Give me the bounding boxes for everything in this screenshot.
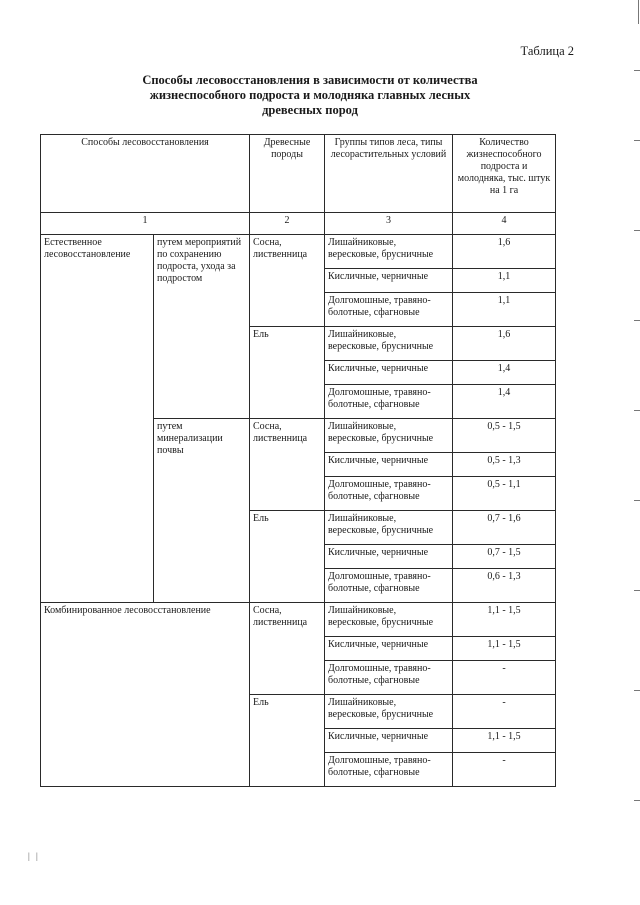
quantity-value: 1,6 bbox=[453, 235, 556, 269]
document-title bbox=[100, 73, 520, 118]
quantity-value: 1,4 bbox=[453, 361, 556, 385]
method-natural-care: путем мероприятий по сохранению подроста, ухода за подростом bbox=[154, 235, 250, 419]
species-pine-larch: Сосна, лиственница bbox=[250, 419, 325, 511]
table-number-label: Таблица 2 bbox=[520, 44, 574, 58]
scan-footer-mark: | | bbox=[28, 851, 40, 861]
forest-group: Лишайниковые, вересковые, брусничные bbox=[325, 327, 453, 361]
column-number: 2 bbox=[250, 213, 325, 235]
quantity-value: 0,7 - 1,5 bbox=[453, 545, 556, 569]
table-row bbox=[41, 603, 556, 637]
forest-group: Кисличные, черничные bbox=[325, 729, 453, 753]
forest-group: Лишайниковые, вересковые, брусничные bbox=[325, 235, 453, 269]
quantity-value: 0,5 - 1,3 bbox=[453, 453, 556, 477]
method-natural-soil: путем минерализации почвы bbox=[154, 419, 250, 603]
header-species: Древесные породы bbox=[250, 135, 325, 213]
forest-group: Долгомошные, травяно-болотные, сфагновые bbox=[325, 661, 453, 695]
quantity-value: 1,6 bbox=[453, 327, 556, 361]
scan-edge-mark bbox=[634, 140, 640, 141]
forest-group: Кисличные, черничные bbox=[325, 453, 453, 477]
header-groups: Группы типов леса, типы лесорастительных условий bbox=[325, 135, 453, 213]
header-methods: Способы лесовосстановления bbox=[41, 135, 250, 213]
forest-group: Долгомошные, травяно-болотные, сфагновые bbox=[325, 753, 453, 787]
forest-group: Долгомошные, травяно-болотные, сфагновые bbox=[325, 477, 453, 511]
quantity-value: 0,6 - 1,3 bbox=[453, 569, 556, 603]
forest-group: Кисличные, черничные bbox=[325, 545, 453, 569]
quantity-value: - bbox=[453, 695, 556, 729]
scan-edge-mark bbox=[634, 500, 640, 501]
species-spruce: Ель bbox=[250, 695, 325, 787]
title-line: древесных пород bbox=[262, 103, 358, 117]
quantity-value: - bbox=[453, 661, 556, 695]
scan-edge-mark bbox=[634, 230, 640, 231]
scan-edge-mark bbox=[634, 800, 640, 801]
species-pine-larch: Сосна, лиственница bbox=[250, 603, 325, 695]
scan-edge-mark bbox=[634, 590, 640, 591]
scan-edge-mark bbox=[638, 0, 639, 24]
scan-edge-mark bbox=[634, 690, 640, 691]
scan-edge-mark bbox=[634, 410, 640, 411]
scan-edge-mark bbox=[634, 70, 640, 71]
column-number: 1 bbox=[41, 213, 250, 235]
quantity-value: - bbox=[453, 753, 556, 787]
column-number: 4 bbox=[453, 213, 556, 235]
forest-group: Долгомошные, травяно-болотные, сфагновые bbox=[325, 569, 453, 603]
reforestation-methods-table bbox=[40, 134, 556, 787]
header-quantity: Количество жизнеспособного подроста и молодняка, тыс. штук на 1 га bbox=[453, 135, 556, 213]
scan-edge-mark bbox=[634, 320, 640, 321]
quantity-value: 0,5 - 1,1 bbox=[453, 477, 556, 511]
quantity-value: 0,5 - 1,5 bbox=[453, 419, 556, 453]
forest-group: Лишайниковые, вересковые, брусничные bbox=[325, 511, 453, 545]
forest-group: Кисличные, черничные bbox=[325, 361, 453, 385]
table-row bbox=[41, 235, 556, 269]
forest-group: Лишайниковые, вересковые, брусничные bbox=[325, 419, 453, 453]
quantity-value: 1,1 - 1,5 bbox=[453, 637, 556, 661]
forest-group: Кисличные, черничные bbox=[325, 269, 453, 293]
quantity-value: 1,4 bbox=[453, 385, 556, 419]
quantity-value: 1,1 bbox=[453, 293, 556, 327]
species-spruce: Ель bbox=[250, 511, 325, 603]
species-pine-larch: Сосна, лиственница bbox=[250, 235, 325, 327]
forest-group: Кисличные, черничные bbox=[325, 637, 453, 661]
title-line: жизнеспособного подроста и молодняка главных лесных bbox=[149, 88, 471, 102]
quantity-value: 1,1 - 1,5 bbox=[453, 603, 556, 637]
table-header-row bbox=[41, 135, 556, 213]
column-number-row bbox=[41, 213, 556, 235]
forest-group: Лишайниковые, вересковые, брусничные bbox=[325, 695, 453, 729]
method-natural: Естественное лесовосстановление bbox=[41, 235, 154, 603]
forest-group: Долгомошные, травяно-болотные, сфагновые bbox=[325, 385, 453, 419]
column-number: 3 bbox=[325, 213, 453, 235]
quantity-value: 1,1 bbox=[453, 269, 556, 293]
species-spruce: Ель bbox=[250, 327, 325, 419]
forest-group: Лишайниковые, вересковые, брусничные bbox=[325, 603, 453, 637]
forest-group: Долгомошные, травяно-болотные, сфагновые bbox=[325, 293, 453, 327]
title-line: Способы лесовосстановления в зависимости от количества bbox=[142, 73, 478, 87]
quantity-value: 0,7 - 1,6 bbox=[453, 511, 556, 545]
method-combined: Комбинированное лесовосстановление bbox=[41, 603, 250, 787]
quantity-value: 1,1 - 1,5 bbox=[453, 729, 556, 753]
